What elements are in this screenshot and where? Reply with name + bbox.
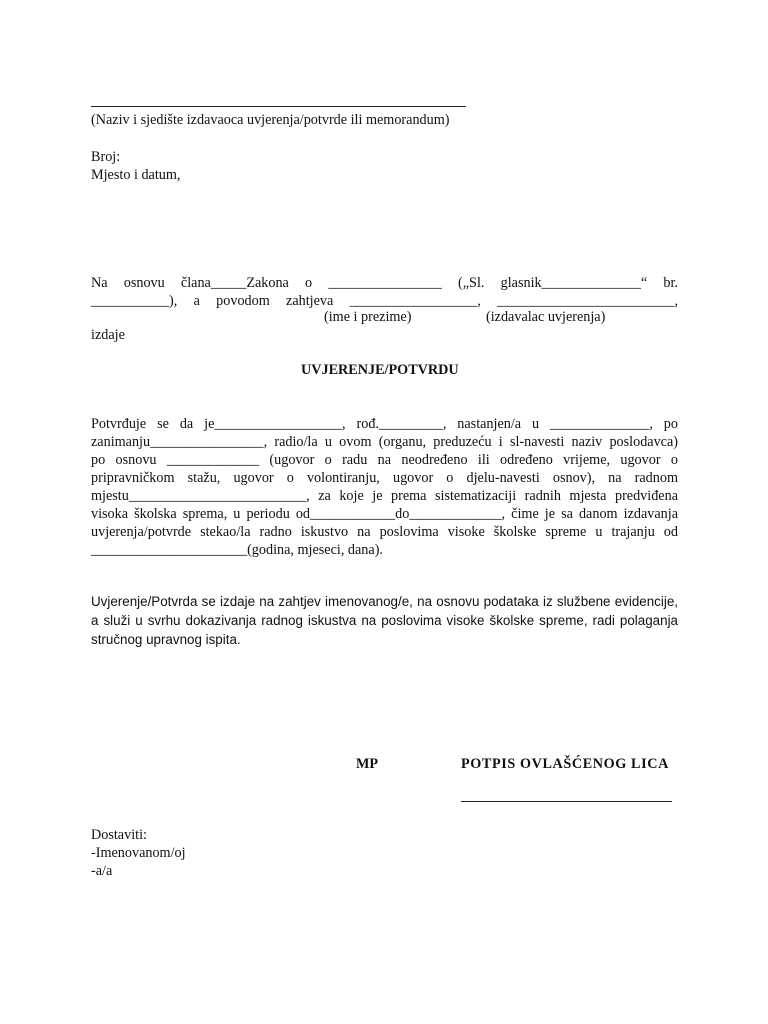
- delivery-item: -Imenovanom/oj: [91, 845, 186, 861]
- intro-line-2: ___________), a povodom zahtjeva __________________, _________________________,: [91, 293, 678, 309]
- mjesto-datum-label: Mjesto i datum,: [91, 167, 181, 183]
- issuer-caption: (Naziv i sjedište izdavaoca uvjerenja/potvrde ili memorandum): [91, 112, 450, 128]
- dostaviti-label: Dostaviti:: [91, 827, 147, 843]
- body-line: mjestu_________________________, za koje je prema sistematizaciji radnih mjesta predviđena: [91, 488, 678, 504]
- hint-issuer: (izdavalac uvjerenja): [486, 309, 606, 325]
- body-line: pripravničkom stažu, ugovor o volontiranju, ugovor o djelu-navesti osnov), na radnom: [91, 470, 678, 486]
- signature-line: [461, 801, 672, 802]
- hint-name: (ime i prezime): [324, 309, 412, 325]
- signature-label: POTPIS OVLAŠĆENOG LICA: [461, 756, 669, 772]
- body-line: zanimanju________________, radio/la u ovom (organu, preduzeću i sl-navesti naziv poslodavca): [91, 434, 678, 450]
- body-line: po osnovu _____________ (ugovor o radu na neodređeno ili određeno vrijeme, ugovor o: [91, 452, 678, 468]
- broj-label: Broj:: [91, 149, 121, 165]
- intro-line-1: Na osnovu člana_____Zakona o ________________ („Sl. glasnik______________“ br.: [91, 275, 678, 291]
- purpose-line: a služi u svrhu dokazivanja radnog iskustva na poslovima visoke školske spreme, radi polaganja: [91, 613, 678, 628]
- mp-stamp-label: MP: [356, 756, 379, 772]
- body-line: Potvrđuje se da je__________________, rođ._________, nastanjen/a u ______________, po: [91, 416, 678, 432]
- delivery-item: -a/a: [91, 863, 113, 879]
- body-line: ______________________(godina, mjeseci, dana).: [91, 542, 383, 558]
- issuer-name-line: [91, 106, 466, 107]
- document-title: UVJERENJE/POTVRDU: [301, 362, 459, 378]
- purpose-line: stručnog upravnog ispita.: [91, 632, 241, 647]
- body-line: visoka školska sprema, u periodu od____________do_____________, čime je sa danom izdavanja: [91, 506, 678, 522]
- izdaje-text: izdaje: [91, 327, 125, 343]
- body-line: uvjerenja/potvrde stekao/la radno iskustvo na poslovima visoke školske spreme u trajanju od: [91, 524, 678, 540]
- purpose-line: Uvjerenje/Potvrda se izdaje na zahtjev imenovanog/e, na osnovu podataka iz službene evidencije,: [91, 594, 678, 609]
